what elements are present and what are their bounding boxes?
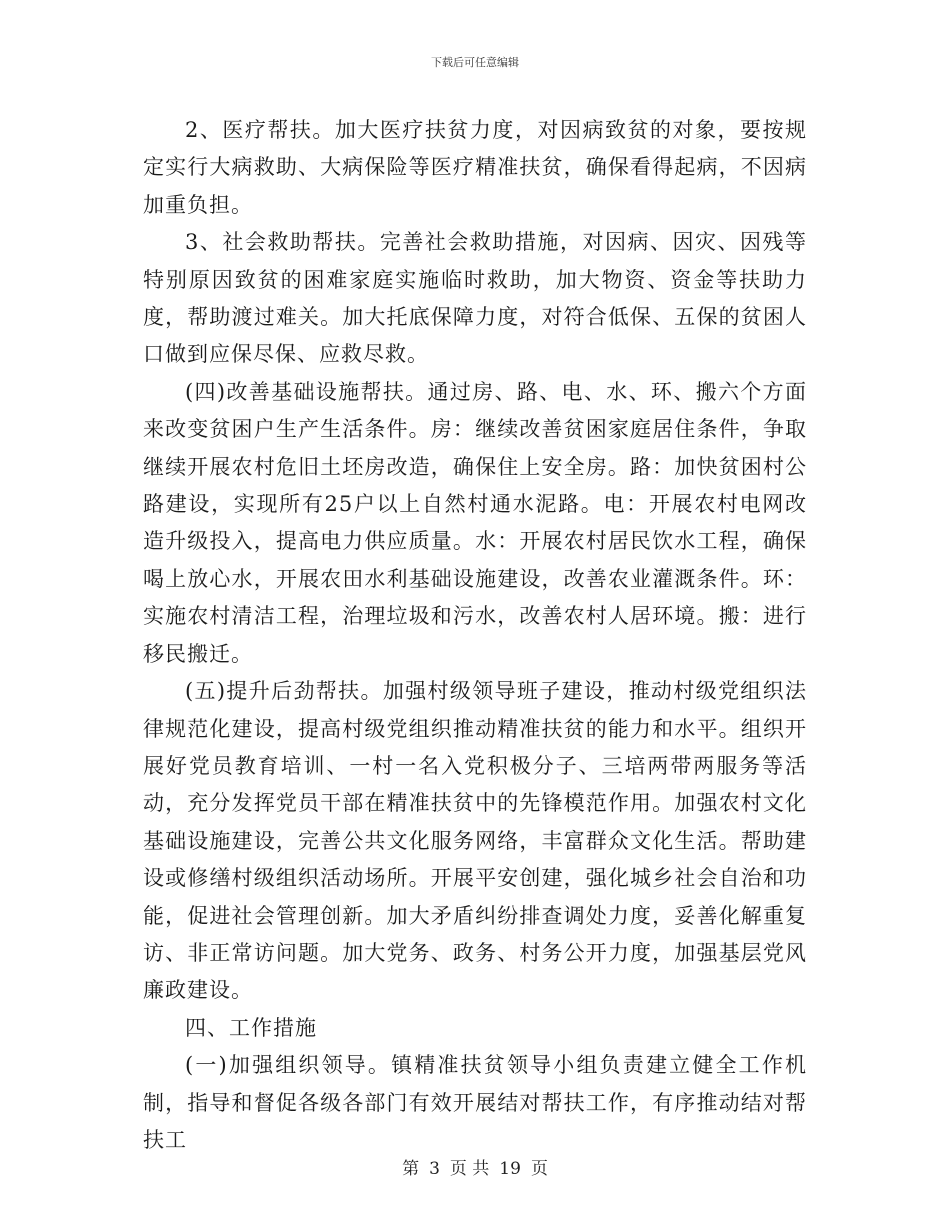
footer-suffix: 页 bbox=[530, 1159, 548, 1179]
paragraph-sustainability: (五)提升后劲帮扶。加强村级领导班子建设，推动村级党组织法律规范化建设，提高村级党组织推动精准扶贫的能力和水平。组织开展好党员教育培训、一村一名入党积极分子、三培两带两服务等活动，充分发挥党员干部在精准扶贫中的先锋模范作用。加强农村文化基础设施建设，完善公共文化服务网络，丰富群众文化生活。帮助建设或修缮村级组织活动场所。开展平安创建，强化城乡社会自治和功能，促进社会管理创新。加大矛盾纠纷排查调处力度，妥善化解重复访、非正常访问题。加大党务、政务、村务公开力度，加强基层党风廉政建设。 bbox=[143, 679, 807, 1003]
document-body bbox=[143, 112, 807, 1159]
total-page-count: 19 bbox=[499, 1159, 521, 1179]
paragraph-infrastructure: (四)改善基础设施帮扶。通过房、路、电、水、环、搬六个方面来改变贫困户生产生活条件。房：继续改善贫困家庭居住条件，争取继续开展农村危旧土坯房改造，确保住上安全房。路：加快贫困村公路建设，实现所有25户以上自然村通水泥路。电：开展农村电网改造升级投入，提高电力供应质量。水：开展农村居民饮水工程，确保喝上放心水，开展农田水利基础设施建设，改善农业灌溉条件。环：实施农村清洁工程，治理垃圾和污水，改善农村人居环境。搬：进行移民搬迁。 bbox=[143, 379, 807, 666]
paragraph-organization: (一)加强组织领导。镇精准扶贫领导小组负责建立健全工作机制，指导和督促各级各部门有效开展结对帮扶工作，有序推动结对帮扶工 bbox=[143, 1053, 807, 1152]
current-page-number: 3 bbox=[429, 1159, 440, 1179]
footer-prefix: 第 bbox=[402, 1159, 420, 1179]
footer-middle: 页 共 bbox=[449, 1159, 490, 1179]
page-footer bbox=[0, 1154, 950, 1179]
paragraph-medical-aid: 2、医疗帮扶。加大医疗扶贫力度，对因病致贫的对象，要按规定实行大病救助、大病保险等医疗精准扶贫，确保看得起病，不因病加重负担。 bbox=[143, 118, 807, 217]
page-header-note: 下载后可任意编辑 bbox=[431, 56, 519, 69]
paragraph-social-aid: 3、社会救助帮扶。完善社会救助措施，对因病、因灾、因残等特别原因致贫的困难家庭实施临时救助，加大物资、资金等扶助力度，帮助渡过难关。加大托底保障力度，对符合低保、五保的贫困人口做到应保尽保、应救尽救。 bbox=[143, 230, 807, 367]
section-heading-work-measures: 四、工作措施 bbox=[185, 1015, 317, 1040]
